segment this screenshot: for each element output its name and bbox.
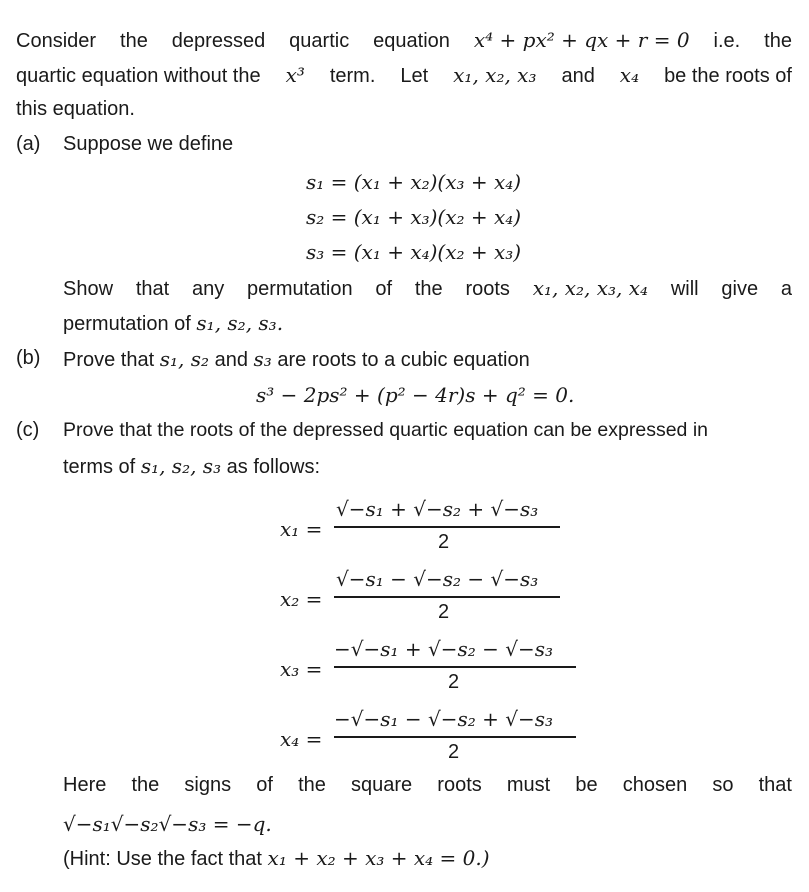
intro-word: equation bbox=[373, 30, 450, 52]
hint-text: (Hint: Use the fact that bbox=[63, 848, 262, 870]
prove-s3: s₃ bbox=[253, 347, 272, 371]
prove-text: Prove that bbox=[63, 349, 155, 371]
x2-lhs: x₂ = bbox=[280, 587, 323, 611]
x1-numerator: √−s₁ + √−s₂ + √−s₃ bbox=[336, 497, 539, 521]
part-a-intro: Suppose we define bbox=[63, 133, 234, 155]
intro-text: term. bbox=[329, 65, 376, 87]
cubic-term: x³ bbox=[285, 63, 305, 87]
prove-text-end: are roots to a cubic equation bbox=[277, 349, 530, 371]
show-word: roots bbox=[465, 278, 510, 300]
show-word: of bbox=[375, 278, 393, 300]
s2-definition: s₂ = (x₁ + x₃)(x₂ + x₄) bbox=[306, 205, 522, 229]
x1-denominator: 2 bbox=[438, 531, 450, 553]
intro-line-3: this equation. bbox=[16, 98, 135, 120]
here-word: roots bbox=[437, 774, 482, 796]
here-word: be bbox=[575, 774, 598, 796]
intro-text: quartic equation without the bbox=[16, 65, 261, 87]
quartic-equation: x⁴ + px² + qx + r = 0 bbox=[473, 28, 690, 52]
x4-numerator: −√−s₁ − √−s₂ + √−s₃ bbox=[334, 707, 554, 731]
terms-text-end: as follows: bbox=[226, 456, 321, 478]
x2-numerator: √−s₁ − √−s₂ − √−s₃ bbox=[336, 567, 539, 591]
show-word: a bbox=[780, 278, 792, 300]
hint-line bbox=[63, 846, 490, 871]
intro-word: i.e. bbox=[713, 30, 741, 52]
terms-s: s₁, s₂, s₃ bbox=[140, 454, 222, 478]
x3-numerator: −√−s₁ + √−s₂ − √−s₃ bbox=[334, 637, 554, 661]
part-b-text bbox=[63, 347, 530, 372]
intro-line-1 bbox=[16, 28, 792, 53]
show-word: any bbox=[191, 278, 225, 300]
here-line bbox=[63, 774, 792, 797]
show-word: give bbox=[721, 278, 759, 300]
x4-lhs: x₄ = bbox=[280, 727, 323, 751]
terms-text: terms of bbox=[63, 456, 136, 478]
here-word: that bbox=[758, 774, 792, 796]
x4-fraction-bar bbox=[334, 736, 576, 738]
here-word: the bbox=[298, 774, 326, 796]
intro-word: Consider bbox=[16, 30, 97, 52]
x3-lhs: x₃ = bbox=[280, 657, 323, 681]
show-word: that bbox=[135, 278, 170, 300]
intro-text: and bbox=[561, 65, 595, 87]
s3-definition: s₃ = (x₁ + x₄)(x₂ + x₃) bbox=[306, 240, 522, 264]
root-x4: x₄ bbox=[619, 63, 640, 87]
prove-s: s₁, s₂ bbox=[159, 347, 210, 371]
here-word: so bbox=[712, 774, 734, 796]
hint-equation: x₁ + x₂ + x₃ + x₄ = 0.) bbox=[267, 846, 490, 870]
here-word: the bbox=[131, 774, 160, 796]
show-word: Show bbox=[63, 278, 114, 300]
intro-word: quartic bbox=[289, 30, 350, 52]
part-c-label: (c) bbox=[16, 419, 40, 441]
part-a-perm-line bbox=[63, 311, 283, 336]
x2-fraction-bar bbox=[334, 596, 560, 598]
intro-word: the bbox=[764, 30, 792, 52]
part-a-label: (a) bbox=[16, 133, 41, 155]
part-c-line-1: Prove that the roots of the depressed quartic equation can be expressed in bbox=[63, 419, 708, 441]
show-word: permutation bbox=[246, 278, 353, 300]
perm-s: s₁, s₂, s₃. bbox=[196, 311, 284, 335]
show-word: will bbox=[670, 278, 699, 300]
part-a-show-line bbox=[63, 276, 792, 301]
s1-definition: s₁ = (x₁ + x₂)(x₃ + x₄) bbox=[306, 170, 522, 194]
perm-text: permutation of bbox=[63, 313, 191, 335]
x4-denominator: 2 bbox=[448, 741, 460, 763]
x1-fraction-bar bbox=[334, 526, 560, 528]
x2-denominator: 2 bbox=[438, 601, 450, 623]
intro-word: depressed bbox=[171, 30, 266, 52]
show-word: the bbox=[414, 278, 443, 300]
sign-condition: √−s₁√−s₂√−s₃ = −q. bbox=[63, 812, 272, 836]
x3-denominator: 2 bbox=[448, 671, 460, 693]
intro-text: Let bbox=[400, 65, 429, 87]
cubic-equation: s³ − 2ps² + (p² − 4r)s + q² = 0. bbox=[256, 383, 575, 407]
intro-text: be the roots of bbox=[664, 65, 792, 87]
x1-lhs: x₁ = bbox=[280, 517, 323, 541]
here-word: chosen bbox=[622, 774, 688, 796]
intro-line-2 bbox=[16, 63, 792, 88]
here-word: square bbox=[351, 774, 413, 796]
part-c-line-2 bbox=[63, 454, 320, 479]
show-roots: x₁, x₂, x₃, x₄ bbox=[532, 276, 649, 300]
here-word: of bbox=[256, 774, 273, 796]
prove-and: and bbox=[214, 349, 248, 371]
roots-list: x₁, x₂, x₃ bbox=[453, 63, 537, 87]
here-word: Here bbox=[63, 774, 107, 796]
here-word: must bbox=[506, 774, 551, 796]
here-word: signs bbox=[184, 774, 232, 796]
part-b-label: (b) bbox=[16, 347, 41, 369]
intro-word: the bbox=[120, 30, 148, 52]
x3-fraction-bar bbox=[334, 666, 576, 668]
